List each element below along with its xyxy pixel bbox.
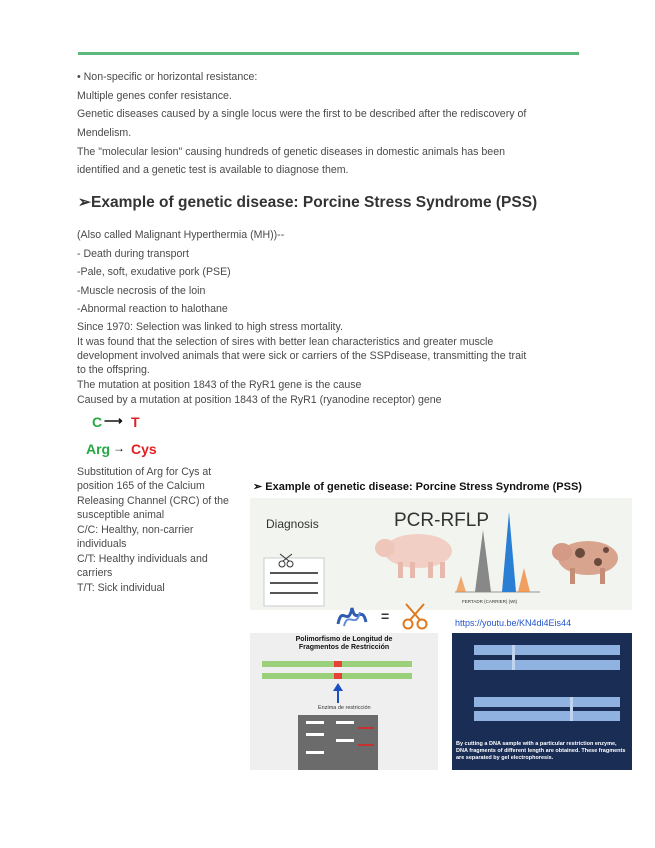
pss-symptom-death: - Death during transport xyxy=(77,248,189,260)
pss-selection-2: development involved animals that were sick or carriers of the SSPdisease, transmitting the trait xyxy=(77,350,527,362)
aa-cys: Cys xyxy=(131,441,157,457)
base-c: C xyxy=(92,414,103,430)
para-molecular-lesion-1: The "molecular lesion" causing hundreds of genetic diseases in domestic animals has been xyxy=(77,146,505,158)
figure-upper-panel xyxy=(250,498,632,610)
pig-left-icon xyxy=(375,534,452,578)
genotype-ct-2: carriers xyxy=(77,567,113,579)
chromatogram-icon xyxy=(455,512,540,592)
video-link[interactable]: https://youtu.be/KN4di4Eis44 xyxy=(455,618,572,628)
genotype-ct-1: C/T: Healthy individuals and xyxy=(77,553,208,565)
rflp-panel xyxy=(250,633,438,770)
pss-selection-3: to the offspring. xyxy=(77,364,150,376)
diagnosis-label: Diagnosis xyxy=(266,517,319,531)
dna-fragment-icon xyxy=(474,645,620,721)
genotype-cc-2: individuals xyxy=(77,538,127,550)
animation-caption: By cutting a DNA sample with a particular restriction enzyme, DNA fragments of different length are obtained. These fragments are separated by gel electrophoresis. xyxy=(456,741,626,761)
rflp-illustration xyxy=(250,633,438,770)
rflp-title-1: Polimorfismo de Longitud de xyxy=(295,636,393,643)
arrow-icon: ⟶ xyxy=(104,413,123,428)
pss-since-1970: Since 1970: Selection was linked to high stress mortality. xyxy=(77,321,343,333)
scissors-icon xyxy=(404,604,427,629)
up-arrow-icon xyxy=(333,683,343,703)
para-multiple-genes: Multiple genes confer resistance. xyxy=(77,90,232,102)
side-text-4: susceptible animal xyxy=(77,509,165,521)
dna-sequence-icon xyxy=(262,661,412,679)
pss-symptom-necrosis: -Muscle necrosis of the loin xyxy=(77,285,206,297)
equals-sign: = xyxy=(381,608,390,624)
genotype-cc-1: C/C: Healthy, non-carrier xyxy=(77,524,194,536)
figure-title: ➢ Example of genetic disease: Porcine Stress Syndrome (PSS) xyxy=(253,481,582,493)
animation-panel xyxy=(452,633,632,770)
pss-mutation-ryr1: Caused by a mutation at position 1843 of the RyR1 (ryanodine receptor) gene xyxy=(77,394,442,406)
para-resistance-title: • Non-specific or horizontal resistance: xyxy=(77,71,258,83)
side-text-3: Releasing Channel (CRC) of the xyxy=(77,495,229,507)
genotype-tt: T/T: Sick individual xyxy=(77,582,165,594)
upper-illustrations xyxy=(250,498,632,610)
arrow-icon: → xyxy=(113,441,125,455)
pss-mutation-cause: The mutation at position 1843 of the RyR1 gene is the cause xyxy=(77,379,362,391)
para-molecular-lesion-2: identified and a genetic test is available to diagnose them. xyxy=(77,164,349,176)
section-heading: ➢Example of genetic disease: Porcine Stress Syndrome (PSS) xyxy=(78,194,538,211)
pss-symptom-halothane: -Abnormal reaction to halothane xyxy=(77,303,228,315)
top-divider xyxy=(78,52,579,55)
enzyme-label: Enzima de restricción xyxy=(318,705,371,711)
aa-arg: Arg xyxy=(86,441,111,457)
pss-alias: (Also called Malignant Hyperthermia (MH))-- xyxy=(77,229,285,241)
para-single-locus-1: Genetic diseases caused by a single locus were the first to be described after the rediscovery of xyxy=(77,108,527,120)
pss-selection-1: It was found that the selection of sires with better lean characteristics and greater muscle xyxy=(77,336,494,348)
pss-symptom-pse: -Pale, soft, exudative pork (PSE) xyxy=(77,266,231,278)
rflp-title-2: Fragmentos de Restricción xyxy=(298,644,390,651)
method-label: PCR-RFLP xyxy=(394,510,490,531)
para-single-locus-2: Mendelism. xyxy=(77,127,132,139)
gel-strip-icon xyxy=(264,558,324,606)
pig-right-icon xyxy=(552,541,618,584)
enzyme-protein-icon xyxy=(338,608,366,626)
chromatogram-axis-label: FERTADR (CARRIER) (Wt) xyxy=(462,599,518,604)
side-text-1: Substitution of Arg for Cys at xyxy=(77,466,212,478)
base-t: T xyxy=(131,414,140,430)
electrophoresis-gel-icon xyxy=(298,715,378,770)
pss-diagnosis-figure xyxy=(250,476,632,770)
side-text-2: position 165 of the Calcium xyxy=(77,480,205,492)
